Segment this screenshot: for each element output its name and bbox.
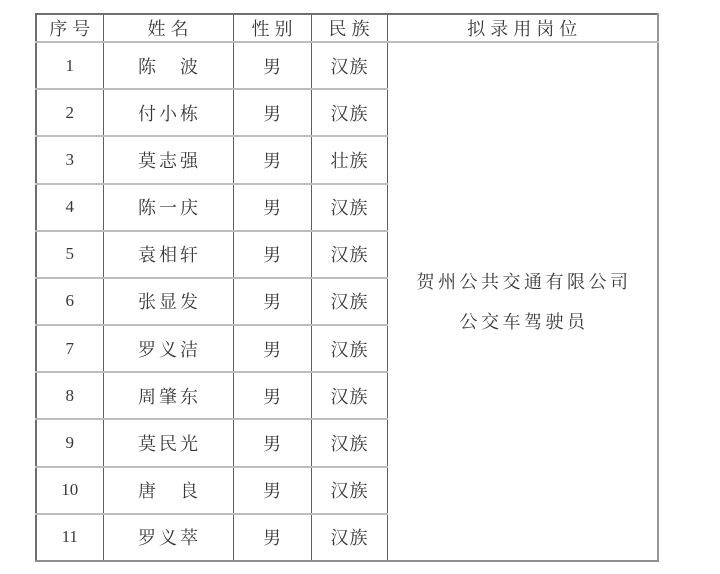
cell-ethnicity: 汉族 bbox=[311, 231, 387, 278]
cell-index: 9 bbox=[36, 419, 103, 466]
cell-gender: 男 bbox=[233, 278, 311, 325]
cell-index: 3 bbox=[36, 136, 103, 183]
cell-index: 1 bbox=[36, 42, 103, 89]
cell-gender: 男 bbox=[233, 89, 311, 136]
cell-gender: 男 bbox=[233, 184, 311, 231]
cell-name: 陈 波 bbox=[103, 42, 233, 89]
cell-gender: 男 bbox=[233, 136, 311, 183]
cell-ethnicity: 壮族 bbox=[311, 136, 387, 183]
cell-index: 7 bbox=[36, 325, 103, 372]
cell-name: 罗义洁 bbox=[103, 325, 233, 372]
cell-gender: 男 bbox=[233, 372, 311, 419]
cell-name: 莫民光 bbox=[103, 419, 233, 466]
cell-ethnicity: 汉族 bbox=[311, 278, 387, 325]
cell-name: 周肇东 bbox=[103, 372, 233, 419]
cell-gender: 男 bbox=[233, 419, 311, 466]
cell-index: 10 bbox=[36, 467, 103, 514]
cell-ethnicity: 汉族 bbox=[311, 419, 387, 466]
col-header-ethnicity: 民族 bbox=[311, 14, 387, 42]
cell-gender: 男 bbox=[233, 231, 311, 278]
col-header-position: 拟录用岗位 bbox=[387, 14, 658, 42]
position-line-job: 公交车驾驶员 bbox=[459, 311, 589, 332]
recruitment-roster-table bbox=[35, 13, 659, 562]
cell-name: 罗义萃 bbox=[103, 514, 233, 561]
cell-index: 5 bbox=[36, 231, 103, 278]
cell-index: 4 bbox=[36, 184, 103, 231]
col-header-gender: 性别 bbox=[233, 14, 311, 42]
cell-gender: 男 bbox=[233, 325, 311, 372]
cell-name: 唐 良 bbox=[103, 467, 233, 514]
cell-gender: 男 bbox=[233, 514, 311, 561]
col-header-name: 姓名 bbox=[103, 14, 233, 42]
cell-index: 6 bbox=[36, 278, 103, 325]
cell-gender: 男 bbox=[233, 467, 311, 514]
cell-index: 8 bbox=[36, 372, 103, 419]
table-row bbox=[36, 42, 658, 89]
cell-ethnicity: 汉族 bbox=[311, 514, 387, 561]
cell-name: 付小栋 bbox=[103, 89, 233, 136]
header-row bbox=[36, 14, 658, 42]
cell-name: 袁相轩 bbox=[103, 231, 233, 278]
col-header-index: 序号 bbox=[36, 14, 103, 42]
cell-ethnicity: 汉族 bbox=[311, 89, 387, 136]
cell-index: 11 bbox=[36, 514, 103, 561]
cell-ethnicity: 汉族 bbox=[311, 372, 387, 419]
cell-name: 莫志强 bbox=[103, 136, 233, 183]
cell-ethnicity: 汉族 bbox=[311, 467, 387, 514]
cell-index: 2 bbox=[36, 89, 103, 136]
cell-name: 张显发 bbox=[103, 278, 233, 325]
cell-ethnicity: 汉族 bbox=[311, 184, 387, 231]
cell-name: 陈一庆 bbox=[103, 184, 233, 231]
cell-position-merged bbox=[387, 42, 658, 561]
cell-ethnicity: 汉族 bbox=[311, 42, 387, 89]
cell-ethnicity: 汉族 bbox=[311, 325, 387, 372]
cell-gender: 男 bbox=[233, 42, 311, 89]
position-line-company: 贺州公共交通有限公司 bbox=[416, 271, 632, 292]
